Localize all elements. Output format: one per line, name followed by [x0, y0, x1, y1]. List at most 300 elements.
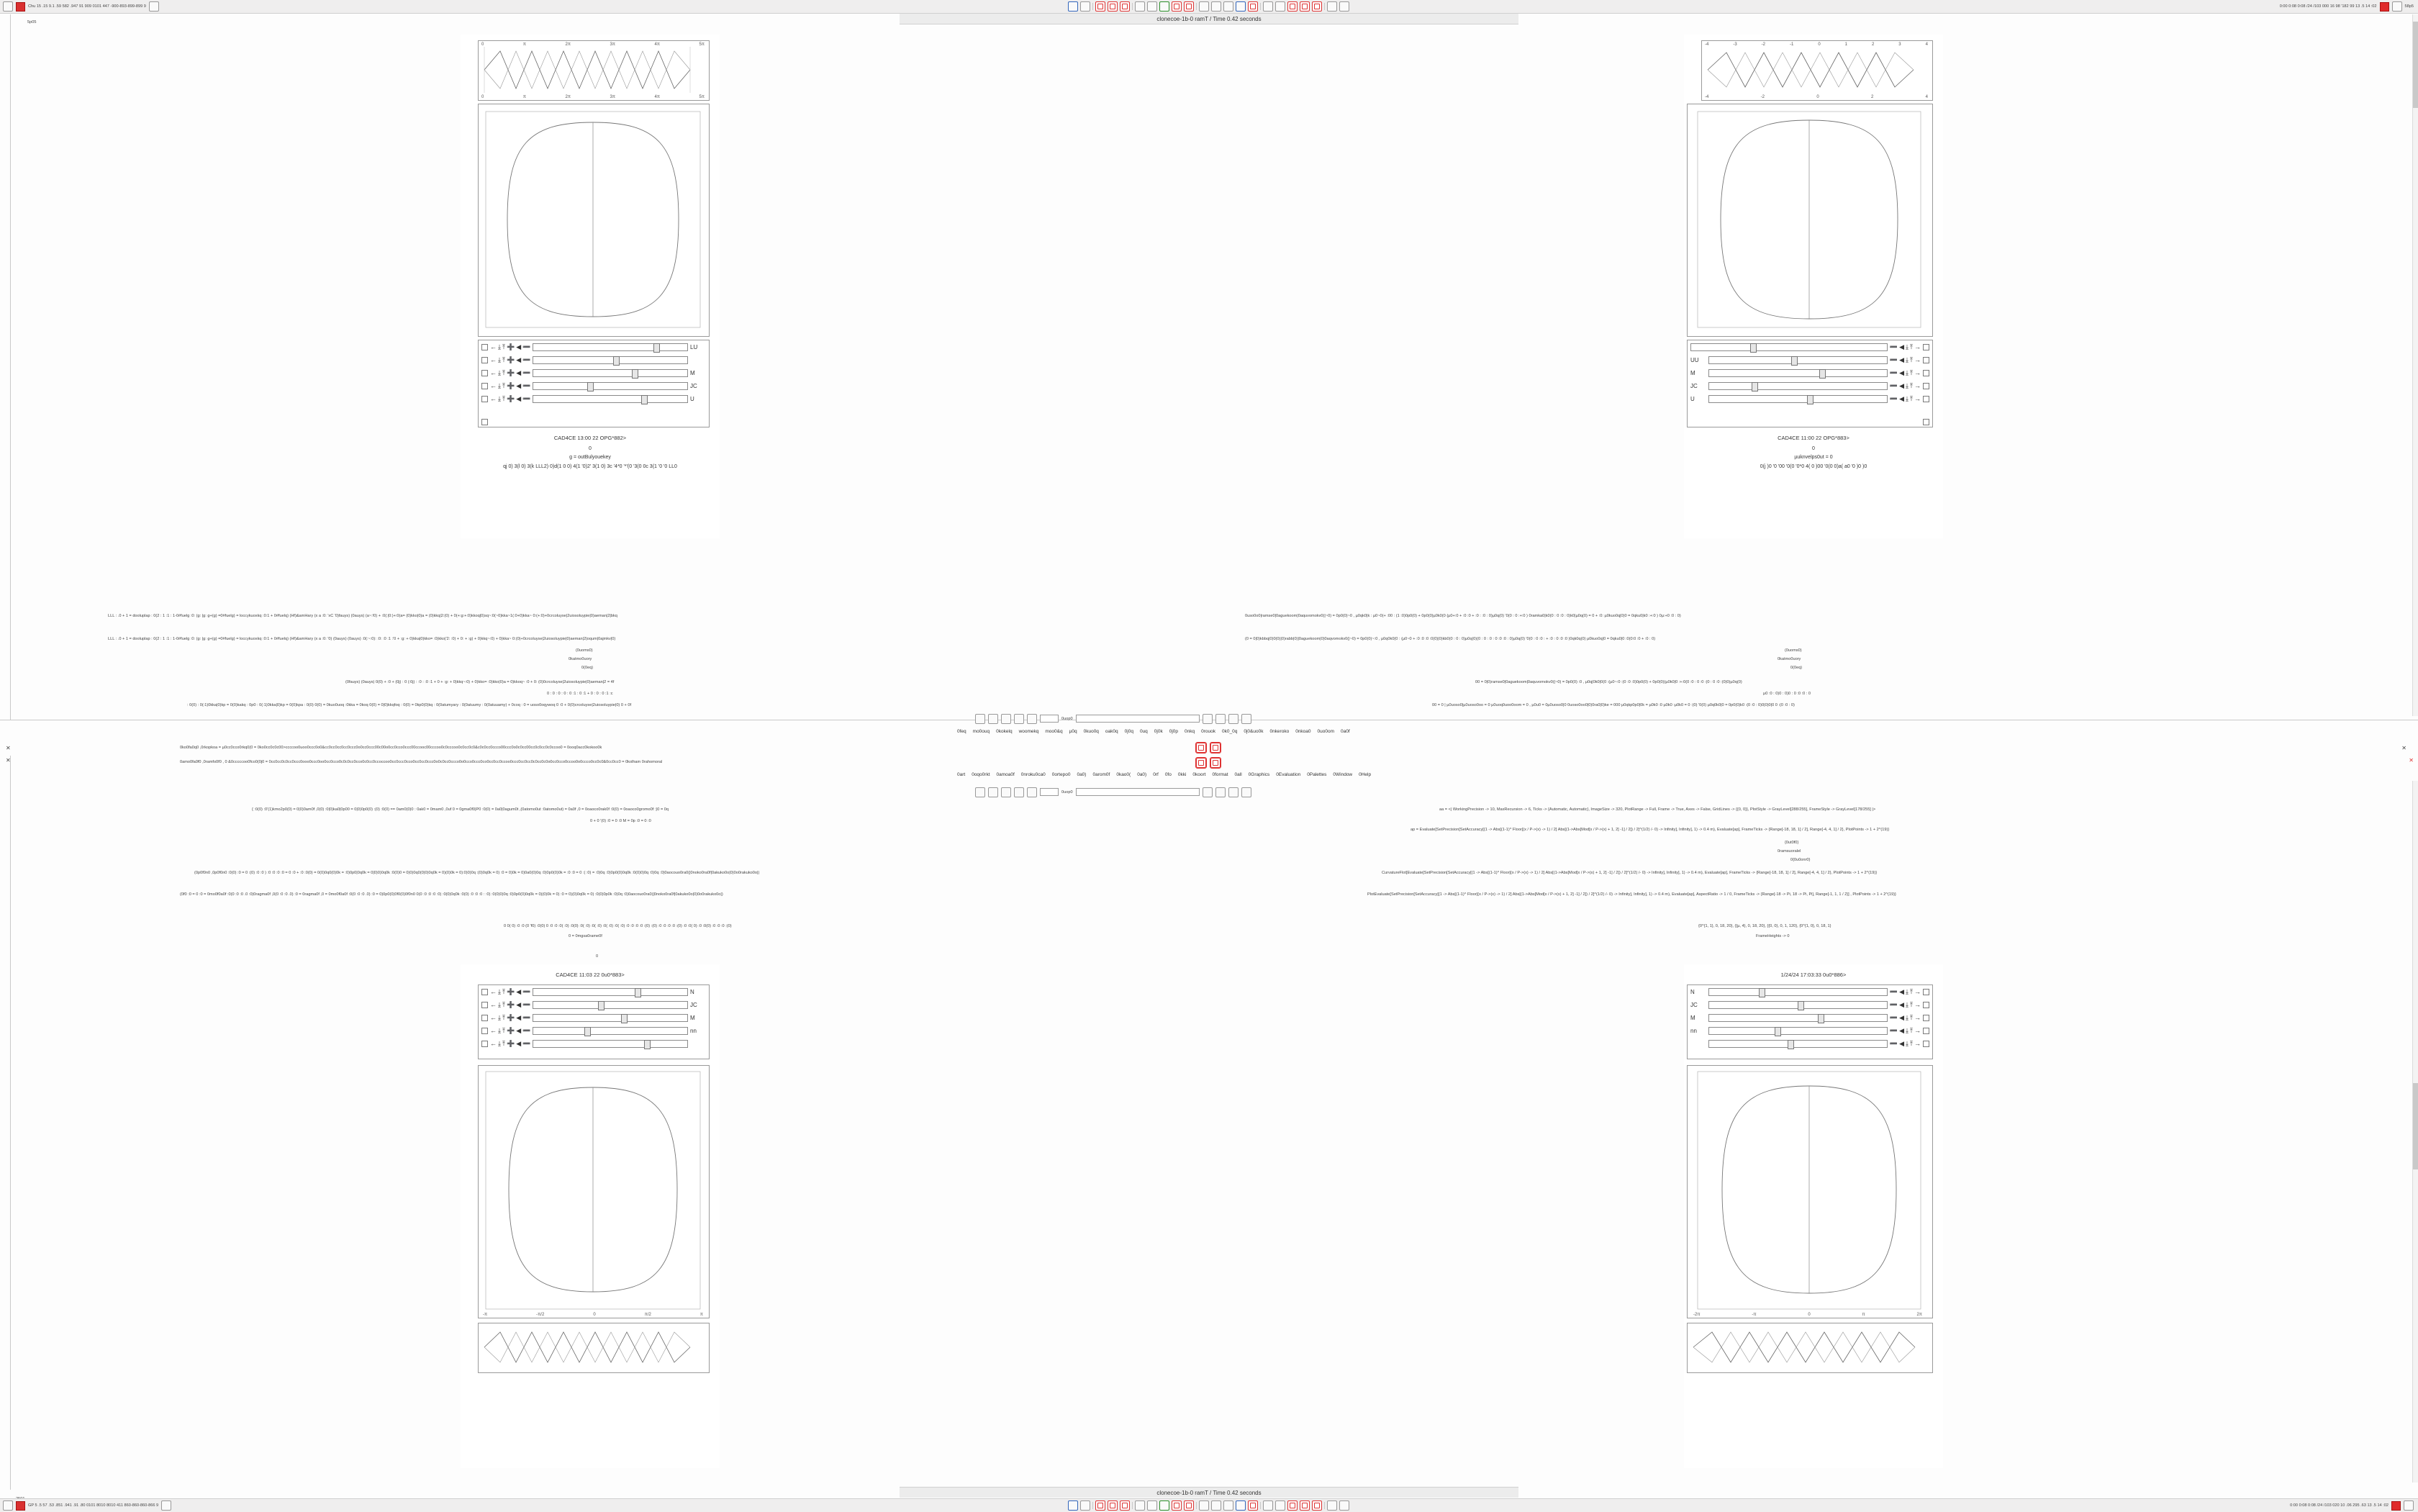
layers-icon[interactable] — [1275, 1, 1285, 12]
bottom-left-extra-button[interactable] — [161, 1500, 171, 1511]
slider-row[interactable] — [479, 998, 709, 1011]
menu-item[interactable]: 0Window — [1333, 772, 1353, 777]
open-icon-bottom[interactable] — [1080, 1500, 1090, 1511]
menu-item[interactable]: 0nkq — [1185, 729, 1195, 734]
step-down-icon[interactable]: ⤓ — [1906, 1013, 1909, 1021]
decrease-icon[interactable]: ➖ — [522, 394, 531, 402]
decrease-icon[interactable]: ➖ — [522, 1026, 531, 1034]
small-field-2[interactable] — [1040, 788, 1059, 796]
reset-icon[interactable]: ← — [490, 368, 497, 376]
run-icon-bottom[interactable] — [1159, 1500, 1169, 1511]
slider-controls[interactable] — [490, 396, 530, 402]
grid-icon[interactable] — [1263, 1, 1273, 12]
slider-track[interactable] — [1708, 382, 1888, 390]
slider-controls[interactable] — [490, 1028, 530, 1034]
reset-icon[interactable]: → — [1914, 394, 1921, 402]
slider-track[interactable] — [1708, 988, 1888, 996]
tool-d-icon[interactable] — [1241, 714, 1251, 724]
menu-item[interactable]: mo0ouq — [972, 729, 990, 734]
checkbox-icon[interactable] — [481, 396, 488, 402]
menu-item[interactable]: 0uo0om — [1317, 729, 1335, 734]
menu-item[interactable]: 0Graphics — [1248, 772, 1270, 777]
slider-thumb[interactable] — [1791, 356, 1798, 366]
step-up-icon[interactable]: ⤒ — [502, 368, 505, 376]
play-icon[interactable]: ◀ — [1899, 1039, 1905, 1047]
reset-icon[interactable]: → — [1914, 368, 1921, 376]
fit-icon[interactable] — [1223, 1, 1233, 12]
slider-thumb[interactable] — [644, 1040, 651, 1049]
input-field-upper[interactable] — [1076, 715, 1200, 723]
step-up-icon[interactable]: ⤒ — [1910, 1000, 1913, 1008]
menu-item[interactable]: 0Palettes — [1307, 772, 1327, 777]
slider-row[interactable] — [479, 985, 709, 998]
step-up-icon[interactable]: ⤒ — [1910, 394, 1913, 402]
marker-icon-bottom[interactable] — [1287, 1500, 1298, 1511]
slider-panel-bottom-right[interactable] — [1687, 984, 1933, 1059]
slider-controls[interactable] — [490, 370, 530, 376]
input-field-lower[interactable] — [1076, 788, 1200, 796]
slider-track[interactable] — [533, 1014, 688, 1022]
scrollbar-knob[interactable] — [2413, 1083, 2418, 1169]
menu-item[interactable]: 0koort — [1192, 772, 1206, 777]
slider-thumb[interactable] — [613, 356, 620, 366]
menu-item[interactable]: 0kki — [1177, 772, 1187, 777]
checkbox-icon[interactable] — [1923, 357, 1929, 363]
slider-track[interactable] — [533, 356, 688, 364]
reset-icon[interactable]: ← — [490, 1000, 497, 1008]
checkbox-icon[interactable] — [481, 357, 488, 363]
slider-track[interactable] — [533, 343, 688, 351]
flag-icon[interactable] — [1300, 1, 1310, 12]
decrease-icon[interactable]: ➖ — [522, 356, 531, 363]
delete-icon[interactable] — [1172, 1, 1182, 12]
top-left-extra-button[interactable] — [149, 1, 159, 12]
highlighted-button-2[interactable] — [1210, 743, 1221, 753]
top-toolbar[interactable] — [0, 0, 2418, 14]
slider-thumb[interactable] — [587, 382, 594, 391]
vertical-scrollbar-bottom[interactable] — [2412, 781, 2418, 1482]
zoom-in-icon-bottom[interactable] — [1199, 1500, 1209, 1511]
step-down-icon[interactable]: ⤓ — [498, 381, 501, 389]
menu-item[interactable]: oak0q — [1105, 729, 1118, 734]
menu-item[interactable]: 0a0) — [1077, 772, 1087, 777]
vertical-scrollbar-top[interactable] — [2412, 14, 2418, 716]
slider-row[interactable] — [1688, 1037, 1932, 1050]
alert-icon[interactable] — [1312, 1, 1322, 12]
more3-icon[interactable] — [1027, 787, 1037, 797]
checkbox-icon[interactable] — [481, 989, 488, 995]
help-icon-bottom[interactable] — [1327, 1500, 1337, 1511]
reset-icon[interactable]: ← — [490, 1039, 497, 1047]
reset-icon[interactable]: → — [1914, 1013, 1921, 1021]
menu-item[interactable]: woomekq — [1018, 729, 1039, 734]
slider-row[interactable] — [1688, 1011, 1932, 1024]
tool-g-icon[interactable] — [1228, 787, 1239, 797]
menu-item[interactable]: 0fo — [1164, 772, 1172, 777]
increase-icon[interactable]: ➕ — [506, 1026, 515, 1034]
increase-icon[interactable]: ➕ — [506, 368, 515, 376]
play-icon[interactable]: ◀ — [1899, 1026, 1905, 1034]
increase-icon[interactable]: ➕ — [506, 1039, 515, 1047]
menu-item[interactable]: 0kao0( — [1116, 772, 1131, 777]
menu-row-1[interactable] — [957, 729, 1350, 734]
record-icon-bottom[interactable] — [1108, 1500, 1118, 1511]
play-icon[interactable]: ◀ — [516, 1039, 522, 1047]
play-icon[interactable]: ◀ — [1899, 1013, 1905, 1021]
step-up-icon[interactable]: ⤒ — [1910, 368, 1913, 376]
slider-thumb[interactable] — [1818, 1014, 1824, 1023]
decrease-icon[interactable]: ➖ — [1889, 1013, 1898, 1021]
input-bar-upper[interactable] — [975, 714, 1251, 723]
window-menu-icon-bottom[interactable] — [2404, 1500, 2414, 1511]
next-icon[interactable] — [988, 714, 998, 724]
step-up-icon[interactable]: ⤒ — [502, 1026, 505, 1034]
reset-icon[interactable]: ← — [490, 356, 497, 363]
slider-controls[interactable] — [490, 1015, 530, 1021]
slider-controls[interactable] — [1890, 396, 1921, 402]
slider-row[interactable] — [1688, 985, 1932, 998]
checkbox-icon[interactable] — [481, 1028, 488, 1034]
run-icon[interactable] — [1159, 1, 1169, 12]
menu-item[interactable]: 0Help — [1359, 772, 1372, 777]
reset-icon[interactable]: ← — [490, 394, 497, 402]
checkbox-icon[interactable] — [1923, 1041, 1929, 1047]
increase-icon[interactable]: ➕ — [506, 343, 515, 350]
slider-track[interactable] — [1708, 1027, 1888, 1035]
zoom-out-icon[interactable] — [1211, 1, 1221, 12]
play-icon[interactable]: ◀ — [516, 368, 522, 376]
stop-icon[interactable] — [1095, 1, 1105, 12]
slider-track[interactable] — [533, 395, 688, 403]
top-toolbar-center[interactable] — [377, 1, 2039, 12]
play-icon[interactable]: ◀ — [516, 1026, 522, 1034]
stop2-icon[interactable] — [1001, 714, 1011, 724]
decrease-icon[interactable]: ➖ — [1889, 1026, 1898, 1034]
checkbox-icon[interactable] — [1923, 370, 1929, 376]
slider-controls[interactable] — [1890, 357, 1921, 363]
increase-icon[interactable]: ➕ — [506, 987, 515, 995]
menu-item[interactable]: 0uq — [1139, 729, 1148, 734]
slider-thumb[interactable] — [598, 1001, 604, 1010]
increase-icon[interactable]: ➕ — [506, 394, 515, 402]
checkbox-icon[interactable] — [1923, 383, 1929, 389]
slider-controls[interactable] — [490, 1041, 530, 1047]
menu-item[interactable]: 0nroku0ca0 — [1020, 772, 1046, 777]
slider-row[interactable] — [1688, 353, 1932, 366]
reset-icon[interactable]: → — [1914, 1026, 1921, 1034]
reset-icon[interactable]: ← — [490, 987, 497, 995]
slider-track[interactable] — [1690, 343, 1888, 351]
slider-thumb[interactable] — [1775, 1027, 1781, 1036]
menu-item[interactable]: 0feq — [957, 729, 966, 734]
step-down-icon[interactable]: ⤓ — [498, 1013, 501, 1021]
bottom-toolbar-center[interactable] — [377, 1500, 2039, 1511]
slider-row[interactable] — [479, 1011, 709, 1024]
step-up-icon[interactable]: ⤒ — [1910, 1026, 1913, 1034]
clear-icon[interactable] — [1184, 1, 1194, 12]
step-up-icon[interactable]: ⤒ — [502, 394, 505, 402]
decrease-icon[interactable]: ➖ — [1889, 1000, 1898, 1008]
step-up-icon[interactable]: ⤒ — [1910, 1013, 1913, 1021]
slider-track[interactable] — [1708, 356, 1888, 364]
grid-icon-bottom[interactable] — [1263, 1500, 1273, 1511]
reset-icon[interactable]: → — [1914, 381, 1921, 389]
eval2-icon[interactable] — [1014, 787, 1024, 797]
step-up-icon[interactable]: ⤒ — [1910, 1039, 1913, 1047]
slider-controls[interactable] — [490, 357, 530, 363]
play-icon[interactable]: ◀ — [1899, 394, 1905, 402]
undo-icon[interactable] — [1135, 1, 1145, 12]
play-icon[interactable]: ◀ — [516, 343, 522, 350]
highlighted-button-4[interactable] — [1210, 758, 1221, 768]
close-doc-icon[interactable] — [1248, 1, 1258, 12]
slider-row[interactable] — [479, 379, 709, 392]
save-icon[interactable] — [1068, 1, 1078, 12]
slider-controls[interactable] — [490, 1002, 530, 1008]
slider-track[interactable] — [1708, 369, 1888, 377]
step-down-icon[interactable]: ⤓ — [498, 1039, 501, 1047]
step-up-icon[interactable]: ⤒ — [502, 1039, 505, 1047]
more2-icon[interactable] — [1027, 714, 1037, 724]
reset-icon[interactable]: → — [1914, 987, 1921, 995]
eval-icon[interactable] — [1014, 714, 1024, 724]
delete-icon-bottom[interactable] — [1172, 1500, 1182, 1511]
prev2-icon[interactable] — [975, 787, 985, 797]
step-down-icon[interactable]: ⤓ — [1906, 1000, 1909, 1008]
slider-panel-bottom-left[interactable] — [478, 984, 710, 1059]
stop3-icon[interactable] — [1001, 787, 1011, 797]
step-down-icon[interactable]: ⤓ — [498, 1000, 501, 1008]
panel-resize-handle[interactable] — [1923, 419, 1929, 425]
slider-track[interactable] — [1708, 395, 1888, 403]
step-down-icon[interactable]: ⤓ — [498, 343, 501, 350]
checkbox-icon[interactable] — [481, 1002, 488, 1008]
menu-item[interactable]: 0nkoa0 — [1295, 729, 1311, 734]
input-bar-lower[interactable] — [975, 787, 1251, 797]
prev-icon[interactable] — [975, 714, 985, 724]
play-icon[interactable]: ◀ — [1899, 381, 1905, 389]
slider-controls[interactable] — [1890, 1041, 1921, 1047]
step-up-icon[interactable]: ⤒ — [502, 343, 505, 350]
record-icon[interactable] — [1108, 1, 1118, 12]
checkbox-icon[interactable] — [1923, 344, 1929, 350]
slider-controls[interactable] — [490, 344, 530, 350]
slider-track[interactable] — [1708, 1040, 1888, 1048]
more-icon[interactable] — [1339, 1, 1349, 12]
settings-icon[interactable] — [1236, 1, 1246, 12]
slider-thumb[interactable] — [1750, 343, 1757, 353]
checkbox-icon[interactable] — [481, 1041, 488, 1047]
layers-icon-bottom[interactable] — [1275, 1500, 1285, 1511]
slider-row[interactable] — [479, 1024, 709, 1037]
checkbox-icon[interactable] — [1923, 989, 1929, 995]
slider-row[interactable] — [479, 340, 709, 353]
slider-controls[interactable] — [490, 383, 530, 389]
checkbox-icon[interactable] — [481, 383, 488, 389]
help-icon[interactable] — [1327, 1, 1337, 12]
slider-panel-top-left[interactable] — [478, 340, 710, 427]
alert-icon-bottom[interactable] — [1312, 1500, 1322, 1511]
step-up-icon[interactable]: ⤒ — [502, 1013, 505, 1021]
settings-icon-bottom[interactable] — [1236, 1500, 1246, 1511]
reset-icon[interactable]: ← — [490, 343, 497, 350]
close-icon-left-2[interactable]: ✕ — [6, 757, 11, 764]
decrease-icon[interactable]: ➖ — [1889, 343, 1898, 350]
decrease-icon[interactable]: ➖ — [1889, 1039, 1898, 1047]
menu-item[interactable]: 0all — [1234, 772, 1242, 777]
step-down-icon[interactable]: ⤓ — [498, 356, 501, 363]
decrease-icon[interactable]: ➖ — [522, 381, 531, 389]
step-down-icon[interactable]: ⤓ — [498, 394, 501, 402]
tool-f-icon[interactable] — [1215, 787, 1226, 797]
slider-controls[interactable] — [1890, 383, 1921, 389]
play-icon[interactable]: ◀ — [516, 394, 522, 402]
checkbox-icon[interactable] — [481, 344, 488, 350]
menu-item[interactable]: 0ortepo0 — [1051, 772, 1071, 777]
close-icon-left-1[interactable]: ✕ — [6, 745, 11, 751]
slider-track[interactable] — [533, 369, 688, 377]
menu-item[interactable]: 0rouok — [1201, 729, 1216, 734]
decrease-icon[interactable]: ➖ — [1889, 356, 1898, 363]
play-icon[interactable]: ◀ — [516, 381, 522, 389]
fit-icon-bottom[interactable] — [1223, 1500, 1233, 1511]
slider-thumb[interactable] — [653, 343, 660, 353]
menu-item[interactable]: 0rf — [1153, 772, 1159, 777]
slider-controls[interactable] — [1890, 989, 1921, 995]
window-menu-icon[interactable] — [2392, 1, 2402, 12]
slider-thumb[interactable] — [1759, 988, 1765, 997]
increase-icon[interactable]: ➕ — [506, 381, 515, 389]
menu-item[interactable]: 0a0) — [1137, 772, 1147, 777]
slider-row[interactable] — [1688, 392, 1932, 405]
highlighted-button-1[interactable] — [1196, 743, 1206, 753]
marker-icon[interactable] — [1287, 1, 1298, 12]
slider-row[interactable] — [1688, 366, 1932, 379]
checkbox-icon[interactable] — [1923, 396, 1929, 402]
menu-item[interactable]: 0j0q — [1124, 729, 1133, 734]
step-up-icon[interactable]: ⤒ — [502, 356, 505, 363]
slider-thumb[interactable] — [632, 369, 638, 379]
step-up-icon[interactable]: ⤒ — [502, 381, 505, 389]
redo-icon[interactable] — [1147, 1, 1157, 12]
play-icon[interactable]: ◀ — [516, 987, 522, 995]
menu-item[interactable]: 0art — [957, 772, 966, 777]
slider-row[interactable] — [1688, 379, 1932, 392]
play-icon[interactable]: ◀ — [1899, 1000, 1905, 1008]
reset-icon[interactable]: → — [1914, 356, 1921, 363]
step-down-icon[interactable]: ⤓ — [1906, 1039, 1909, 1047]
slider-row[interactable] — [1688, 1024, 1932, 1037]
redo-icon-bottom[interactable] — [1147, 1500, 1157, 1511]
slider-row[interactable] — [479, 392, 709, 405]
decrease-icon[interactable]: ➖ — [1889, 381, 1898, 389]
menu-item[interactable]: moo0&q — [1045, 729, 1063, 734]
increase-icon[interactable]: ➕ — [506, 1013, 515, 1021]
flag-icon-bottom[interactable] — [1300, 1500, 1310, 1511]
clear-icon-bottom[interactable] — [1184, 1500, 1194, 1511]
slider-row[interactable] — [479, 366, 709, 379]
play-icon[interactable]: ◀ — [1899, 987, 1905, 995]
checkbox-icon[interactable] — [481, 1015, 488, 1021]
slider-track[interactable] — [533, 1027, 688, 1035]
zoom-out-icon-bottom[interactable] — [1211, 1500, 1221, 1511]
decrease-icon[interactable]: ➖ — [1889, 394, 1898, 402]
decrease-icon[interactable]: ➖ — [522, 368, 531, 376]
step-down-icon[interactable]: ⤓ — [498, 368, 501, 376]
menu-item[interactable]: 0format — [1212, 772, 1228, 777]
step-up-icon[interactable]: ⤒ — [502, 987, 505, 995]
step-down-icon[interactable]: ⤓ — [1906, 343, 1909, 350]
reset-icon[interactable]: ← — [490, 381, 497, 389]
checkbox-icon[interactable] — [481, 370, 488, 376]
abort-icon-bottom[interactable] — [1120, 1500, 1130, 1511]
step-down-icon[interactable]: ⤓ — [1906, 1026, 1909, 1034]
step-up-icon[interactable]: ⤒ — [1910, 356, 1913, 363]
highlighted-button-3[interactable] — [1196, 758, 1206, 768]
menu-row-2[interactable] — [957, 772, 1371, 777]
slider-controls[interactable] — [490, 989, 530, 995]
abort-icon[interactable] — [1120, 1, 1130, 12]
play-icon[interactable]: ◀ — [1899, 343, 1905, 350]
menu-icon-bottom[interactable] — [3, 1500, 13, 1511]
step-down-icon[interactable]: ⤓ — [1906, 368, 1909, 376]
menu-item[interactable]: 0k0_0q — [1222, 729, 1238, 734]
slider-thumb[interactable] — [621, 1014, 628, 1023]
zoom-in-icon[interactable] — [1199, 1, 1209, 12]
slider-track[interactable] — [533, 382, 688, 390]
play-icon[interactable]: ◀ — [1899, 356, 1905, 363]
slider-row[interactable] — [1688, 340, 1932, 353]
decrease-icon[interactable]: ➖ — [522, 343, 531, 350]
menu-item[interactable]: 0nkeroko — [1269, 729, 1290, 734]
step-up-icon[interactable]: ⤒ — [1910, 343, 1913, 350]
close-icon-right-2[interactable]: ✕ — [2409, 757, 2414, 764]
checkbox-icon[interactable] — [1923, 1002, 1929, 1008]
increase-icon[interactable]: ➕ — [506, 356, 515, 363]
checkbox-icon[interactable] — [1923, 1028, 1929, 1034]
tool-a-icon[interactable] — [1203, 714, 1213, 724]
step-down-icon[interactable]: ⤓ — [498, 987, 501, 995]
slider-thumb[interactable] — [1819, 369, 1826, 379]
save-icon-bottom[interactable] — [1068, 1500, 1078, 1511]
slider-track[interactable] — [1708, 1001, 1888, 1009]
tool-h-icon[interactable] — [1241, 787, 1251, 797]
slider-row[interactable] — [1688, 998, 1932, 1011]
decrease-icon[interactable]: ➖ — [522, 987, 531, 995]
checkbox-icon[interactable] — [1923, 1015, 1929, 1021]
tool-c-icon[interactable] — [1228, 714, 1239, 724]
step-down-icon[interactable]: ⤓ — [1906, 381, 1909, 389]
slider-controls[interactable] — [1890, 370, 1921, 376]
reset-icon[interactable]: ← — [490, 1026, 497, 1034]
play-icon[interactable]: ◀ — [516, 1013, 522, 1021]
menu-item[interactable]: 0a0f — [1341, 729, 1350, 734]
slider-track[interactable] — [533, 988, 688, 996]
undo-icon-bottom[interactable] — [1135, 1500, 1145, 1511]
scrollbar-knob[interactable] — [2413, 22, 2418, 108]
menu-item[interactable]: 0j0k — [1154, 729, 1163, 734]
slider-controls[interactable] — [1890, 1028, 1921, 1034]
menu-item[interactable]: 0kuo0q — [1083, 729, 1099, 734]
small-field[interactable] — [1040, 715, 1059, 723]
close-doc-icon-bottom[interactable] — [1248, 1500, 1258, 1511]
slider-track[interactable] — [533, 1040, 688, 1048]
step-up-icon[interactable]: ⤒ — [1910, 381, 1913, 389]
decrease-icon[interactable]: ➖ — [522, 1000, 531, 1008]
menu-item[interactable]: 0Evaluation — [1276, 772, 1301, 777]
open-icon[interactable] — [1080, 1, 1090, 12]
next2-icon[interactable] — [988, 787, 998, 797]
